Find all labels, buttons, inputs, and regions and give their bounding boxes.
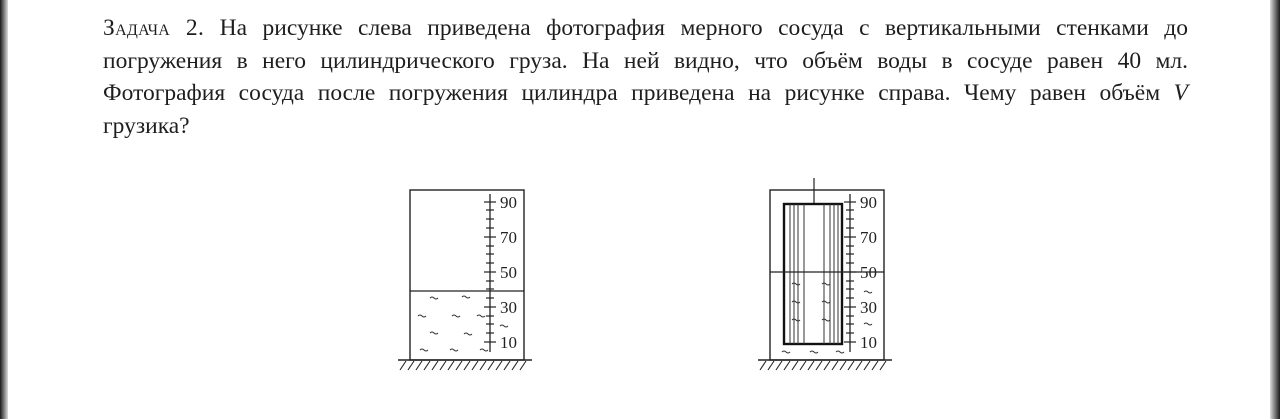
scale-label-10: 10 bbox=[860, 333, 877, 352]
scale-label-90: 90 bbox=[500, 193, 517, 212]
ground-hatching bbox=[400, 361, 526, 370]
ground-hatching bbox=[760, 361, 886, 370]
problem-text-part2: грузика? bbox=[103, 112, 190, 139]
page-edge-shadow-right bbox=[1270, 0, 1280, 419]
vessel-after-drawing bbox=[752, 178, 897, 373]
page-edge-shadow-left bbox=[0, 0, 8, 419]
figure-vessel-before bbox=[392, 178, 537, 373]
problem-label: Задача 2. bbox=[103, 15, 205, 41]
problem-statement bbox=[103, 12, 1188, 142]
scale-label-30: 30 bbox=[860, 298, 877, 317]
scale-label-50: 50 bbox=[500, 263, 517, 282]
figure-vessel-after bbox=[752, 178, 897, 373]
vessel-before-drawing bbox=[392, 178, 537, 373]
water-ripples bbox=[418, 296, 508, 351]
problem-text-part1: На рисунке слева приведена фотография мерного сосуда с вертикальными стенками до погружения в него цилиндрического груза. На ней видно, что объём воды в сосуде равен 40 мл. Фотография сосуда после погружения цилиндра приведена на рисунке справа. Чему равен объём bbox=[103, 15, 1189, 106]
scale-label-90: 90 bbox=[860, 193, 877, 212]
cylinder-weight bbox=[784, 204, 842, 344]
scale-label-30: 30 bbox=[500, 298, 517, 317]
scale-label-70: 70 bbox=[500, 228, 517, 247]
scale-label-50: 50 bbox=[860, 263, 877, 282]
scale-label-70: 70 bbox=[860, 228, 877, 247]
variable-v: V bbox=[1173, 80, 1188, 106]
scale-label-10: 10 bbox=[500, 333, 517, 352]
